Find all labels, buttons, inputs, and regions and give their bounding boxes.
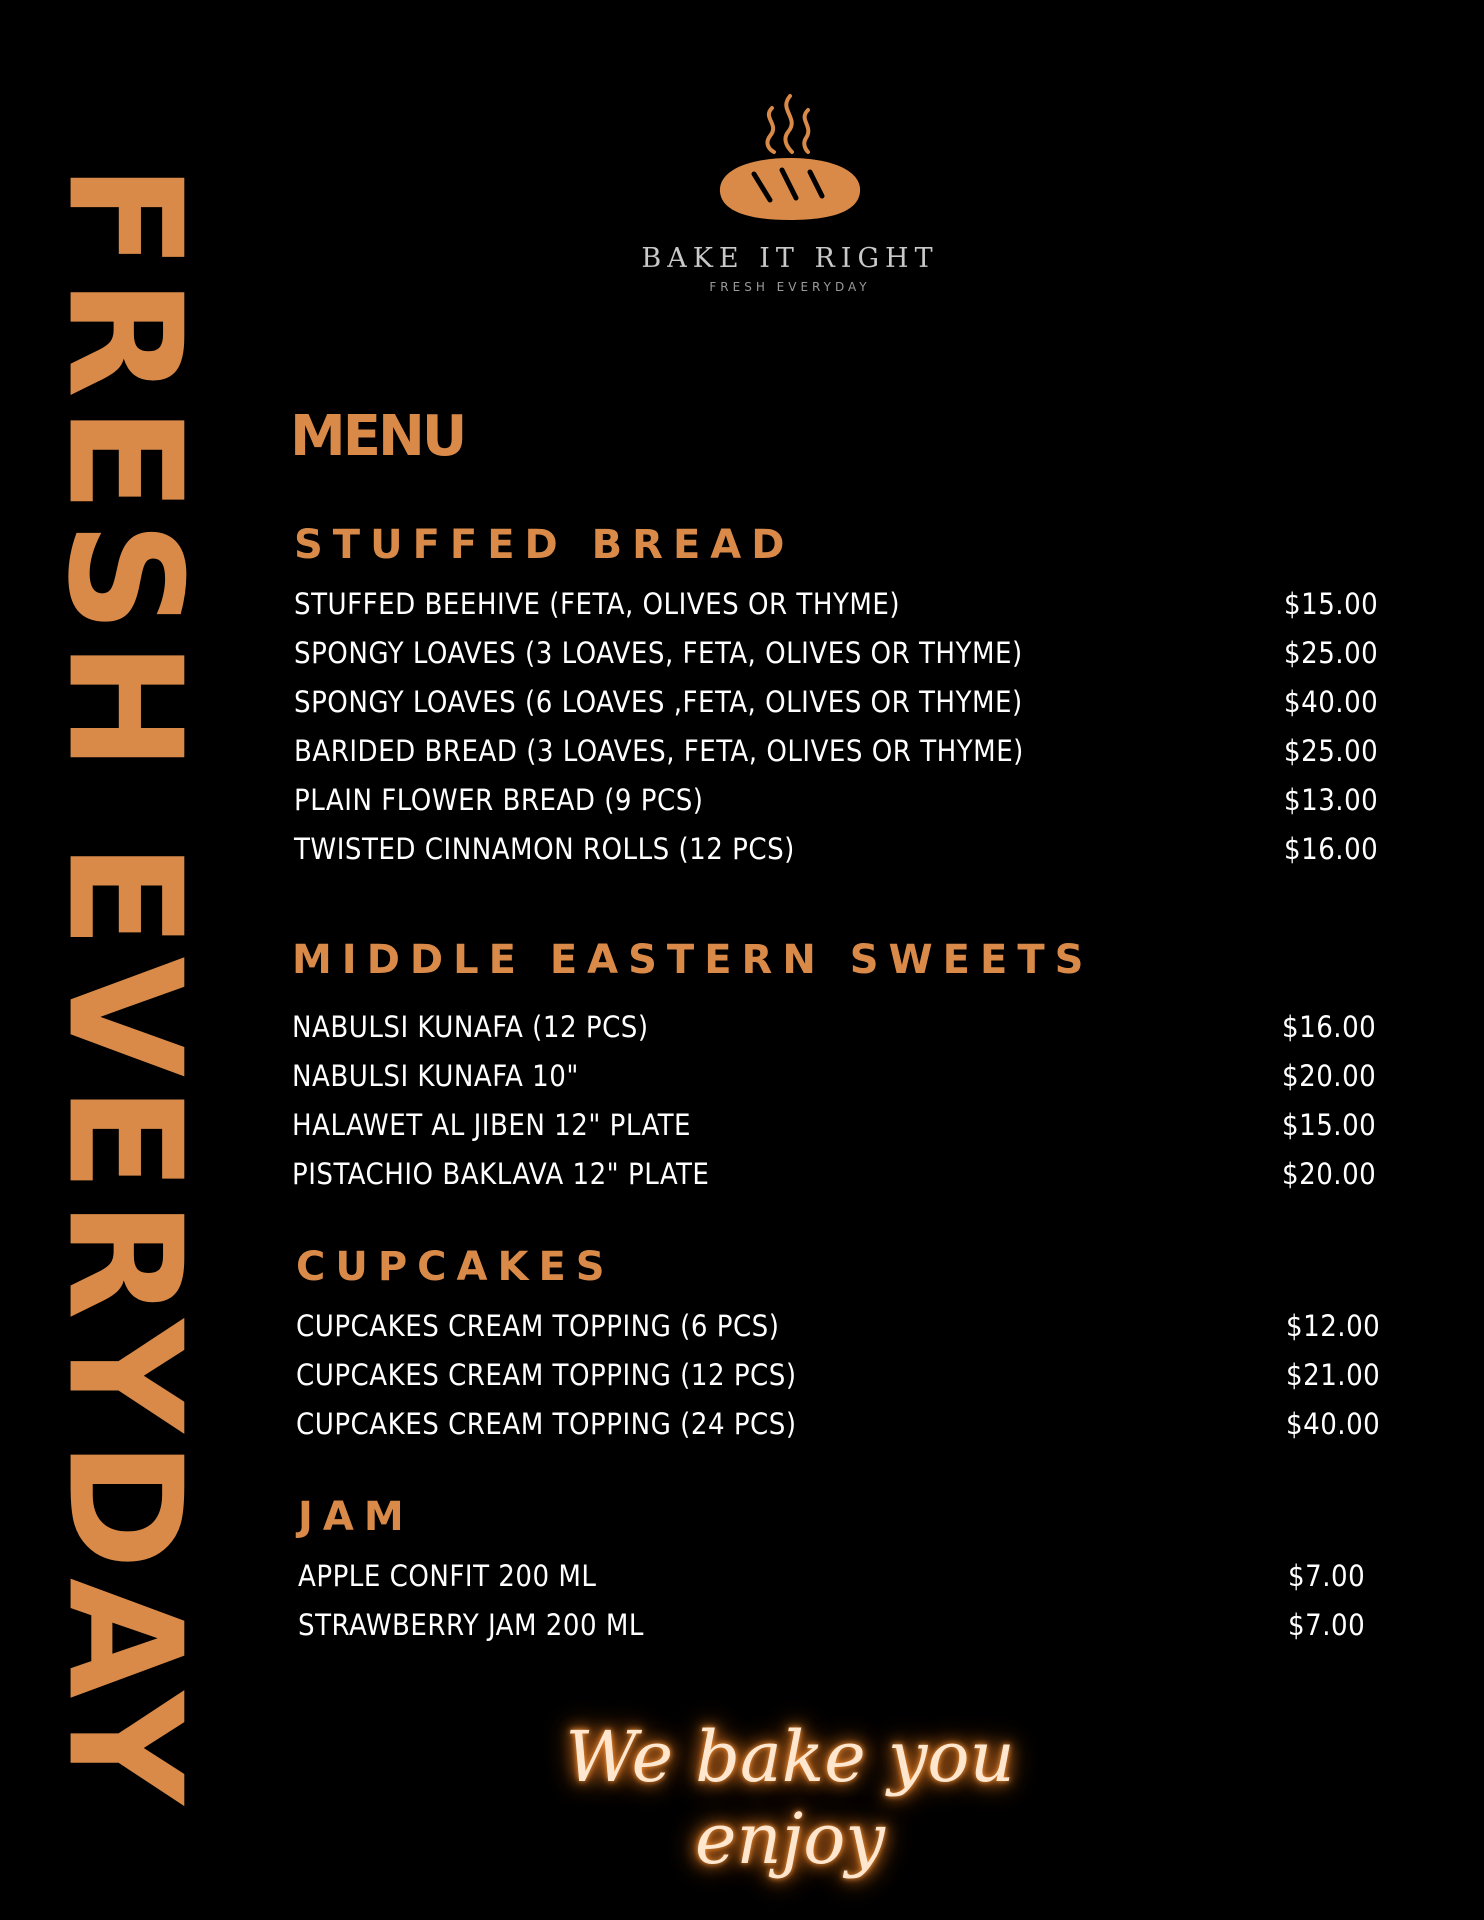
item-price: $12.00 (1286, 1308, 1381, 1343)
menu-item (294, 775, 1394, 824)
section-cupcakes (296, 1244, 1396, 1448)
item-name: CUPCAKES CREAM TOPPING (6 PCS) (296, 1308, 780, 1343)
item-name: TWISTED CINNAMON ROLLS (12 PCS) (294, 831, 795, 866)
menu-item (292, 1002, 1392, 1051)
item-price: $25.00 (1284, 733, 1379, 768)
item-price: $7.00 (1288, 1558, 1366, 1593)
neon-tagline: We bake you enjoy (565, 1716, 1015, 1880)
item-price: $16.00 (1282, 1009, 1377, 1044)
menu-item (298, 1551, 1398, 1600)
item-price: $21.00 (1286, 1357, 1381, 1392)
menu-item (292, 1100, 1392, 1149)
item-name: NABULSI KUNAFA 10" (292, 1058, 579, 1093)
menu-item (294, 579, 1394, 628)
item-name: SPONGY LOAVES (6 LOAVES ,FETA, OLIVES OR THYME) (294, 684, 1023, 719)
menu-item (296, 1350, 1396, 1399)
item-price: $40.00 (1284, 684, 1379, 719)
menu-item (292, 1149, 1392, 1198)
item-price: $7.00 (1288, 1607, 1366, 1642)
item-name: NABULSI KUNAFA (12 PCS) (292, 1009, 649, 1044)
item-name: CUPCAKES CREAM TOPPING (12 PCS) (296, 1357, 797, 1392)
brand-logo (620, 90, 960, 320)
section-title: CUPCAKES (296, 1244, 615, 1290)
menu-item (294, 726, 1394, 775)
item-name: CUPCAKES CREAM TOPPING (24 PCS) (296, 1406, 797, 1441)
item-price: $25.00 (1284, 635, 1379, 670)
item-price: $15.00 (1284, 586, 1379, 621)
menu-item (294, 677, 1394, 726)
side-banner-text: FRESH EVERYDAY (34, 163, 216, 1813)
item-name: PISTACHIO BAKLAVA 12" PLATE (292, 1156, 710, 1191)
item-price: $15.00 (1282, 1107, 1377, 1142)
menu-title: MENU (290, 404, 465, 469)
item-price: $13.00 (1284, 782, 1379, 817)
menu-item (292, 1051, 1392, 1100)
brand-name: BAKE IT RIGHT (641, 243, 939, 274)
item-price: $20.00 (1282, 1058, 1377, 1093)
brand-tagline: FRESH EVERYDAY (709, 280, 871, 294)
section-stuffed-bread (294, 522, 1394, 873)
section-middle-eastern-sweets (292, 937, 1392, 1198)
item-name: PLAIN FLOWER BREAD (9 PCS) (294, 782, 704, 817)
item-name: BARIDED BREAD (3 LOAVES, FETA, OLIVES OR THYME) (294, 733, 1024, 768)
menu-item (294, 824, 1394, 873)
menu-item (296, 1399, 1396, 1448)
menu-item (298, 1600, 1398, 1649)
item-price: $40.00 (1286, 1406, 1381, 1441)
side-banner (30, 108, 220, 1868)
item-name: HALAWET AL JIBEN 12" PLATE (292, 1107, 692, 1142)
item-price: $20.00 (1282, 1156, 1377, 1191)
section-title: MIDDLE EASTERN SWEETS (292, 937, 1094, 983)
bread-steam-icon (710, 90, 870, 225)
section-jam (298, 1494, 1398, 1649)
item-name: APPLE CONFIT 200 ML (298, 1558, 597, 1593)
menu-item (296, 1301, 1396, 1350)
menu-item (294, 628, 1394, 677)
item-name: SPONGY LOAVES (3 LOAVES, FETA, OLIVES OR THYME) (294, 635, 1023, 670)
section-title: JAM (298, 1494, 414, 1540)
item-price: $16.00 (1284, 831, 1379, 866)
section-title: STUFFED BREAD (294, 522, 795, 568)
item-name: STUFFED BEEHIVE (FETA, OLIVES OR THYME) (294, 586, 901, 621)
item-name: STRAWBERRY JAM 200 ML (298, 1607, 644, 1642)
